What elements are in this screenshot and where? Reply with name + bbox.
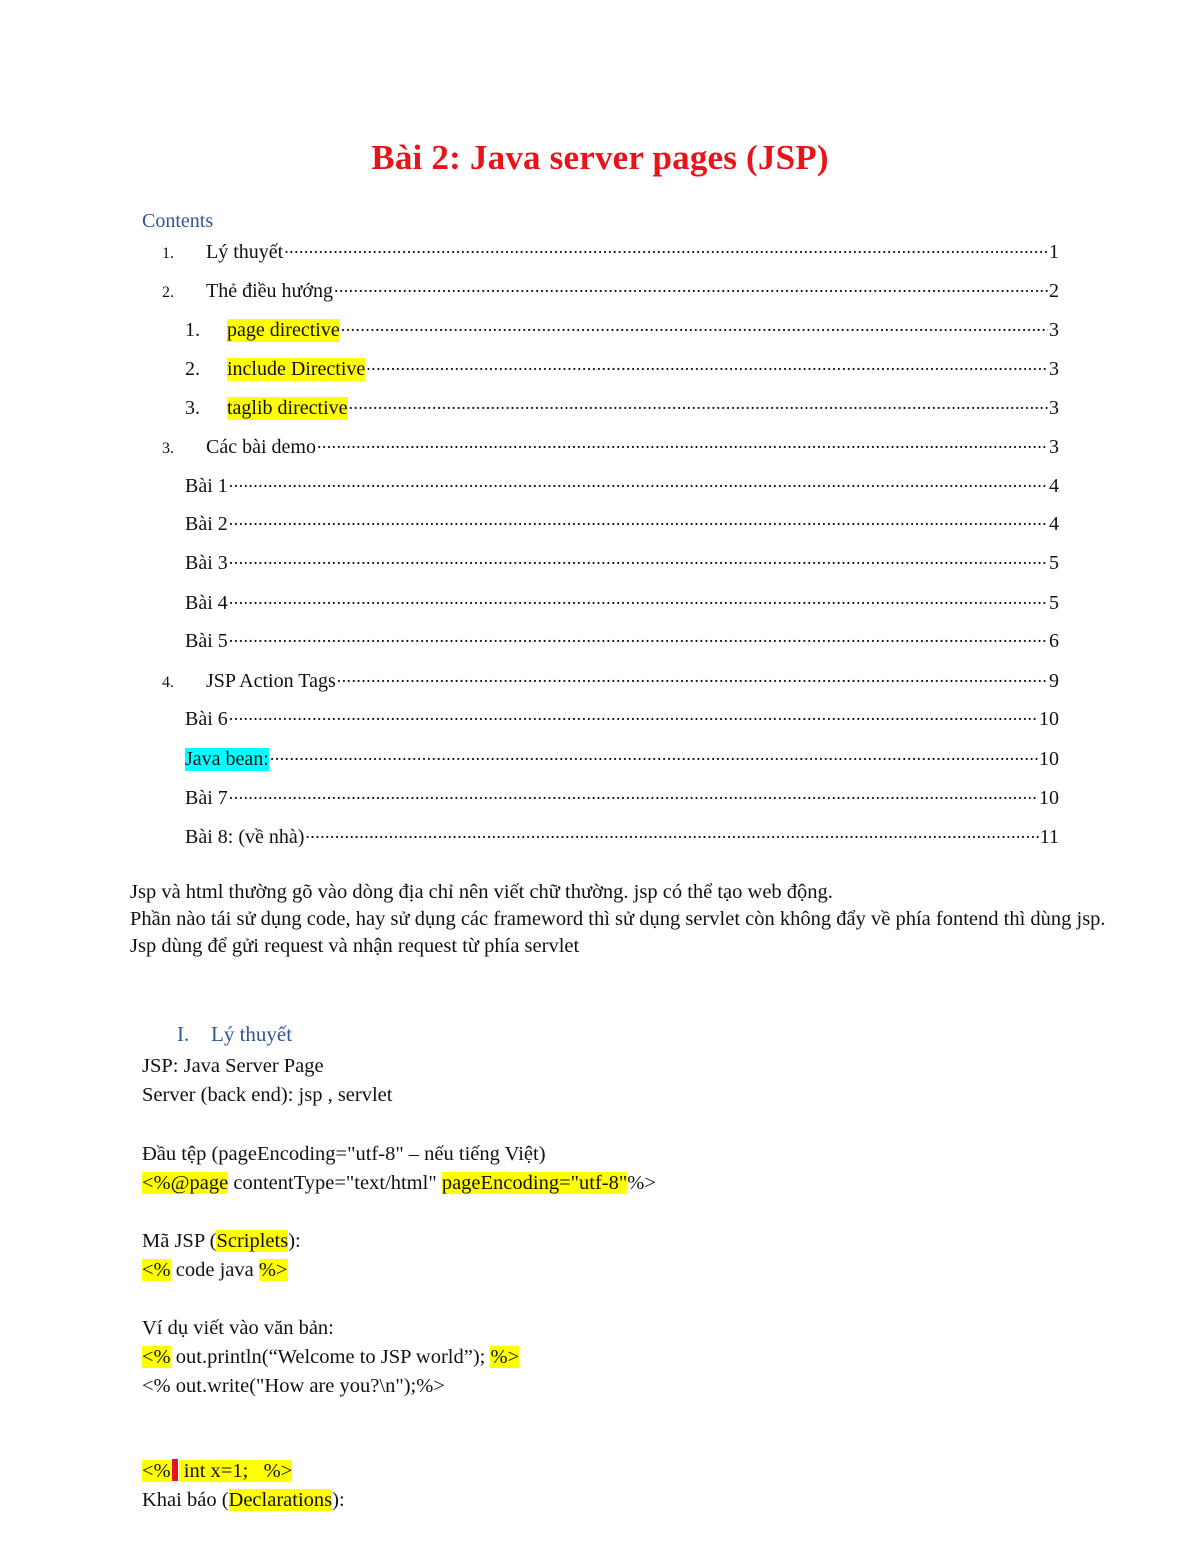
toc-number: 3.	[185, 397, 200, 419]
scriptlet-body: code java	[170, 1259, 259, 1281]
toc-page-number: 2	[1049, 280, 1059, 302]
jsp-definition: JSP: Java Server Page	[142, 1055, 324, 1077]
toc-entry[interactable]	[185, 394, 1059, 422]
directive-encoding: pageEncoding="utf-8"	[441, 1172, 628, 1194]
toc-entry[interactable]	[185, 472, 1059, 500]
toc-text: Bài 6	[185, 708, 228, 730]
decl-code-open: <%	[142, 1460, 171, 1482]
toc-leader-dots	[229, 627, 1048, 647]
toc-leader-dots	[229, 589, 1048, 609]
toc-text: Thẻ điều hướng	[206, 280, 333, 302]
label-keyword: Declarations	[228, 1489, 333, 1511]
scriptlet-close: %>	[258, 1259, 288, 1281]
toc-text: taglib directive	[227, 397, 348, 419]
toc-leader-dots	[366, 355, 1048, 375]
toc-leader-dots	[229, 510, 1048, 530]
directive-close: %>	[627, 1172, 656, 1194]
toc-leader-dots	[349, 394, 1048, 414]
toc-page-number: 10	[1039, 708, 1059, 730]
toc-entry[interactable]	[162, 667, 1059, 695]
toc-page-number: 3	[1049, 436, 1059, 458]
scriptlet-open: <%	[142, 1259, 171, 1281]
header-note: Đầu tệp (pageEncoding="utf-8" – nếu tiếng Việt)	[142, 1143, 546, 1165]
toc-page-number: 10	[1039, 787, 1059, 809]
intro-paragraph	[130, 879, 1170, 960]
label-text: ):	[332, 1489, 345, 1511]
declaration-code	[142, 1457, 292, 1485]
page-directive-code	[142, 1169, 656, 1197]
example-label: Ví dụ viết vào văn bản:	[142, 1317, 334, 1339]
toc-page-number: 3	[1049, 358, 1059, 380]
toc-entry[interactable]	[185, 589, 1059, 617]
label-keyword: Scriplets	[216, 1230, 289, 1252]
decl-code-rest: int x=1; %>	[178, 1460, 293, 1482]
section-heading	[177, 1022, 292, 1047]
toc-leader-dots	[284, 238, 1048, 258]
toc-entry[interactable]	[162, 277, 1059, 305]
toc-number: 1.	[185, 319, 200, 341]
scriptlet-label	[142, 1227, 301, 1255]
toc-leader-dots	[341, 316, 1048, 336]
toc-number: 4.	[162, 674, 174, 691]
toc-text: Bài 2	[185, 513, 228, 535]
toc-page-number: 3	[1049, 319, 1059, 341]
println-body: out.println(“Welcome to JSP world”);	[170, 1346, 491, 1368]
toc-entry[interactable]	[185, 316, 1059, 344]
toc-leader-dots	[229, 549, 1048, 569]
toc-text: Bài 3	[185, 552, 228, 574]
declarations-label	[142, 1486, 345, 1514]
label-text: ):	[288, 1230, 301, 1252]
label-text: Mã JSP (	[142, 1230, 217, 1252]
toc-text: Bài 4	[185, 592, 228, 614]
toc-leader-dots	[305, 823, 1038, 843]
toc-number: 1.	[162, 245, 174, 262]
toc-number: 2.	[162, 284, 174, 301]
toc-number: 3.	[162, 440, 174, 457]
write-code: <% out.write("How are you?\n");%>	[142, 1375, 445, 1397]
intro-line: Phần nào tái sử dụng code, hay sử dụng các frameword thì sử dụng servlet còn không đẩy về phía fontend thì dùng jsp.	[130, 908, 1106, 930]
println-open: <%	[142, 1346, 171, 1368]
toc-page-number: 4	[1049, 475, 1059, 497]
toc-entry[interactable]	[185, 745, 1059, 773]
toc-text: Các bài demo	[206, 436, 316, 458]
toc-entry[interactable]	[162, 433, 1059, 461]
toc-text: Bài 1	[185, 475, 228, 497]
page-title: Bài 2: Java server pages (JSP)	[371, 138, 829, 177]
toc-leader-dots	[334, 277, 1048, 297]
toc-text: Lý thuyết	[206, 241, 284, 263]
toc-leader-dots	[229, 784, 1038, 804]
directive-open: <%@page	[142, 1172, 229, 1194]
toc-entry[interactable]	[185, 705, 1059, 733]
toc-text: include Directive	[227, 358, 366, 380]
toc-page-number: 1	[1049, 241, 1059, 263]
server-definition: Server (back end): jsp , servlet	[142, 1084, 393, 1106]
toc-page-number: 10	[1039, 748, 1059, 770]
toc-page-number: 9	[1049, 670, 1059, 692]
text-cursor-marker	[172, 1459, 178, 1481]
toc-leader-dots	[317, 433, 1048, 453]
toc-page-number: 11	[1039, 826, 1059, 848]
toc-leader-dots	[270, 745, 1038, 765]
toc-text: page directive	[227, 319, 340, 341]
section-number: I.	[177, 1022, 190, 1046]
toc-number: 2.	[185, 358, 200, 380]
println-code	[142, 1343, 519, 1371]
toc-entry[interactable]	[185, 355, 1059, 383]
toc-text: Java bean:	[185, 748, 269, 770]
toc-text: Bài 7	[185, 787, 228, 809]
println-close: %>	[490, 1346, 520, 1368]
intro-line: Jsp dùng để gửi request và nhận request từ phía servlet	[130, 935, 580, 957]
toc-entry[interactable]	[185, 823, 1059, 851]
toc-text: Bài 5	[185, 630, 228, 652]
toc-leader-dots	[229, 705, 1038, 725]
toc-page-number: 4	[1049, 513, 1059, 535]
toc-leader-dots	[229, 472, 1048, 492]
toc-text: JSP Action Tags	[206, 670, 336, 692]
toc-heading: Contents	[142, 210, 214, 232]
toc-entry[interactable]	[185, 784, 1059, 812]
toc-page-number: 5	[1049, 592, 1059, 614]
toc-entry[interactable]	[162, 238, 1059, 266]
toc-page-number: 5	[1049, 552, 1059, 574]
directive-content-type: contentType="text/html"	[228, 1172, 442, 1194]
scriptlet-code	[142, 1256, 288, 1284]
toc-entry[interactable]	[185, 549, 1059, 577]
section-title: Lý thuyết	[211, 1022, 293, 1046]
toc-entry[interactable]	[185, 510, 1059, 538]
toc-page-number: 6	[1049, 630, 1059, 652]
intro-line: Jsp và html thường gõ vào dòng địa chỉ nên viết chữ thường. jsp có thể tạo web động.	[130, 881, 833, 903]
toc-entry[interactable]	[185, 627, 1059, 655]
label-text: Khai báo (	[142, 1489, 229, 1511]
toc-text: Bài 8: (về nhà)	[185, 826, 305, 848]
toc-leader-dots	[337, 667, 1048, 687]
toc-page-number: 3	[1049, 397, 1059, 419]
